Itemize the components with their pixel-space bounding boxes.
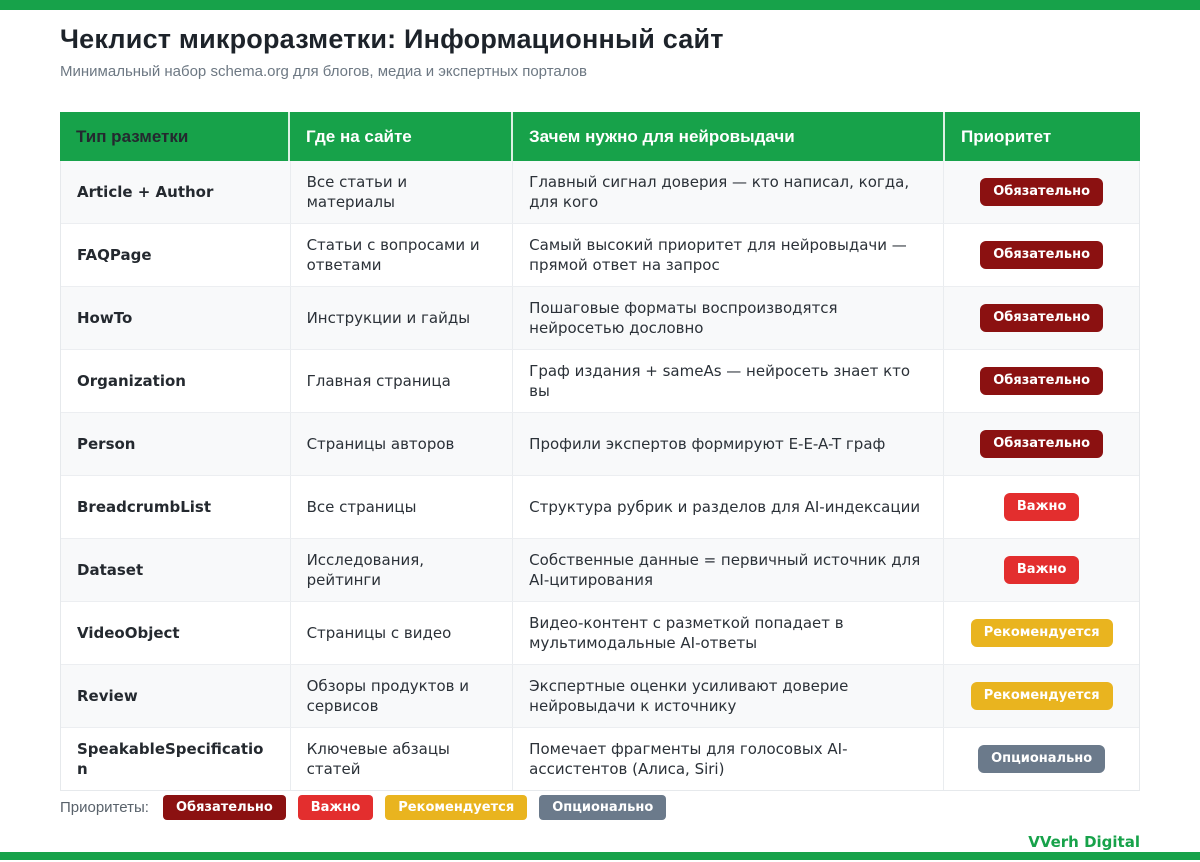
- priority-badge: Важно: [1004, 493, 1080, 521]
- row-where-cell: Обзоры продуктов и сервисов: [291, 665, 514, 727]
- row-priority-cell: [944, 665, 1139, 727]
- priority-badge: Опционально: [978, 745, 1105, 773]
- row-where-cell: Статьи с вопросами и ответами: [291, 224, 514, 286]
- row-priority-cell: [944, 287, 1139, 349]
- table-row: [61, 161, 1139, 224]
- table-header-row: [60, 112, 1140, 161]
- table-row: [61, 350, 1139, 413]
- priority-badge: Опционально: [539, 795, 666, 820]
- row-where-cell: Все страницы: [291, 476, 514, 538]
- row-why-cell: Граф издания + sameAs — нейросеть знает кто вы: [513, 350, 944, 412]
- row-why-cell: Самый высокий приоритет для нейровыдачи — прямой ответ на запрос: [513, 224, 944, 286]
- row-why-cell: Структура рубрик и разделов для AI-индексации: [513, 476, 944, 538]
- bottom-accent-bar: [0, 852, 1200, 860]
- table-row: [61, 602, 1139, 665]
- column-header: Зачем нужно для нейровыдачи: [513, 112, 945, 161]
- priority-badge: Обязательно: [980, 178, 1103, 206]
- table-row: [61, 728, 1139, 790]
- row-type-cell: HowTo: [61, 287, 291, 349]
- row-why-cell: Пошаговые форматы воспроизводятся нейросетью дословно: [513, 287, 944, 349]
- row-where-cell: Все статьи и материалы: [291, 161, 514, 223]
- row-where-cell: Главная страница: [291, 350, 514, 412]
- row-where-cell: Исследования, рейтинги: [291, 539, 514, 601]
- row-priority-cell: [944, 539, 1139, 601]
- row-priority-cell: [944, 728, 1139, 790]
- row-why-cell: Видео-контент с разметкой попадает в мультимодальные AI-ответы: [513, 602, 944, 664]
- priority-badge: Обязательно: [163, 795, 286, 820]
- row-type-cell: SpeakableSpecification: [61, 728, 291, 790]
- table-row: [61, 224, 1139, 287]
- row-type-cell: Dataset: [61, 539, 291, 601]
- row-where-cell: Инструкции и гайды: [291, 287, 514, 349]
- priority-badge: Обязательно: [980, 430, 1103, 458]
- legend-badges: [163, 795, 678, 820]
- priority-legend: [60, 792, 678, 822]
- brand-footer: VVerh Digital: [1028, 833, 1140, 851]
- row-type-cell: Person: [61, 413, 291, 475]
- row-priority-cell: [944, 161, 1139, 223]
- table-row: [61, 665, 1139, 728]
- priority-badge: Важно: [298, 795, 374, 820]
- priority-badge: Рекомендуется: [385, 795, 527, 820]
- row-priority-cell: [944, 350, 1139, 412]
- column-header: Где на сайте: [290, 112, 513, 161]
- priority-badge: Обязательно: [980, 367, 1103, 395]
- page-subtitle: Минимальный набор schema.org для блогов, медиа и экспертных порталов: [60, 63, 587, 80]
- row-type-cell: VideoObject: [61, 602, 291, 664]
- priority-badge: Обязательно: [980, 241, 1103, 269]
- row-type-cell: FAQPage: [61, 224, 291, 286]
- priority-badge: Важно: [1004, 556, 1080, 584]
- row-priority-cell: [944, 413, 1139, 475]
- row-priority-cell: [944, 476, 1139, 538]
- row-type-cell: Review: [61, 665, 291, 727]
- page-title: Чеклист микроразметки: Информационный сайт: [60, 24, 724, 54]
- column-header: Тип разметки: [60, 112, 290, 161]
- markup-checklist-table: [60, 112, 1140, 791]
- column-header: Приоритет: [961, 126, 1052, 146]
- row-why-cell: Собственные данные = первичный источник для AI-цитирования: [513, 539, 944, 601]
- row-where-cell: Ключевые абзацы статей: [291, 728, 514, 790]
- table-row: [61, 287, 1139, 350]
- table-row: [61, 476, 1139, 539]
- priority-badge: Обязательно: [980, 304, 1103, 332]
- row-type-cell: Organization: [61, 350, 291, 412]
- table-row: [61, 539, 1139, 602]
- row-where-cell: Страницы авторов: [291, 413, 514, 475]
- legend-label: Приоритеты:: [60, 798, 149, 816]
- table-row: [61, 413, 1139, 476]
- table-body: [61, 161, 1139, 790]
- row-type-cell: Article + Author: [61, 161, 291, 223]
- row-priority-cell: [944, 602, 1139, 664]
- row-why-cell: Экспертные оценки усиливают доверие нейровыдачи к источнику: [513, 665, 944, 727]
- row-priority-cell: [944, 224, 1139, 286]
- row-why-cell: Профили экспертов формируют E-E-A-T граф: [513, 413, 944, 475]
- row-why-cell: Главный сигнал доверия — кто написал, когда, для кого: [513, 161, 944, 223]
- row-where-cell: Страницы с видео: [291, 602, 514, 664]
- row-why-cell: Помечает фрагменты для голосовых AI-ассистентов (Алиса, Siri): [513, 728, 944, 790]
- top-accent-bar: [0, 0, 1200, 10]
- priority-badge: Рекомендуется: [971, 682, 1113, 710]
- row-type-cell: BreadcrumbList: [61, 476, 291, 538]
- priority-badge: Рекомендуется: [971, 619, 1113, 647]
